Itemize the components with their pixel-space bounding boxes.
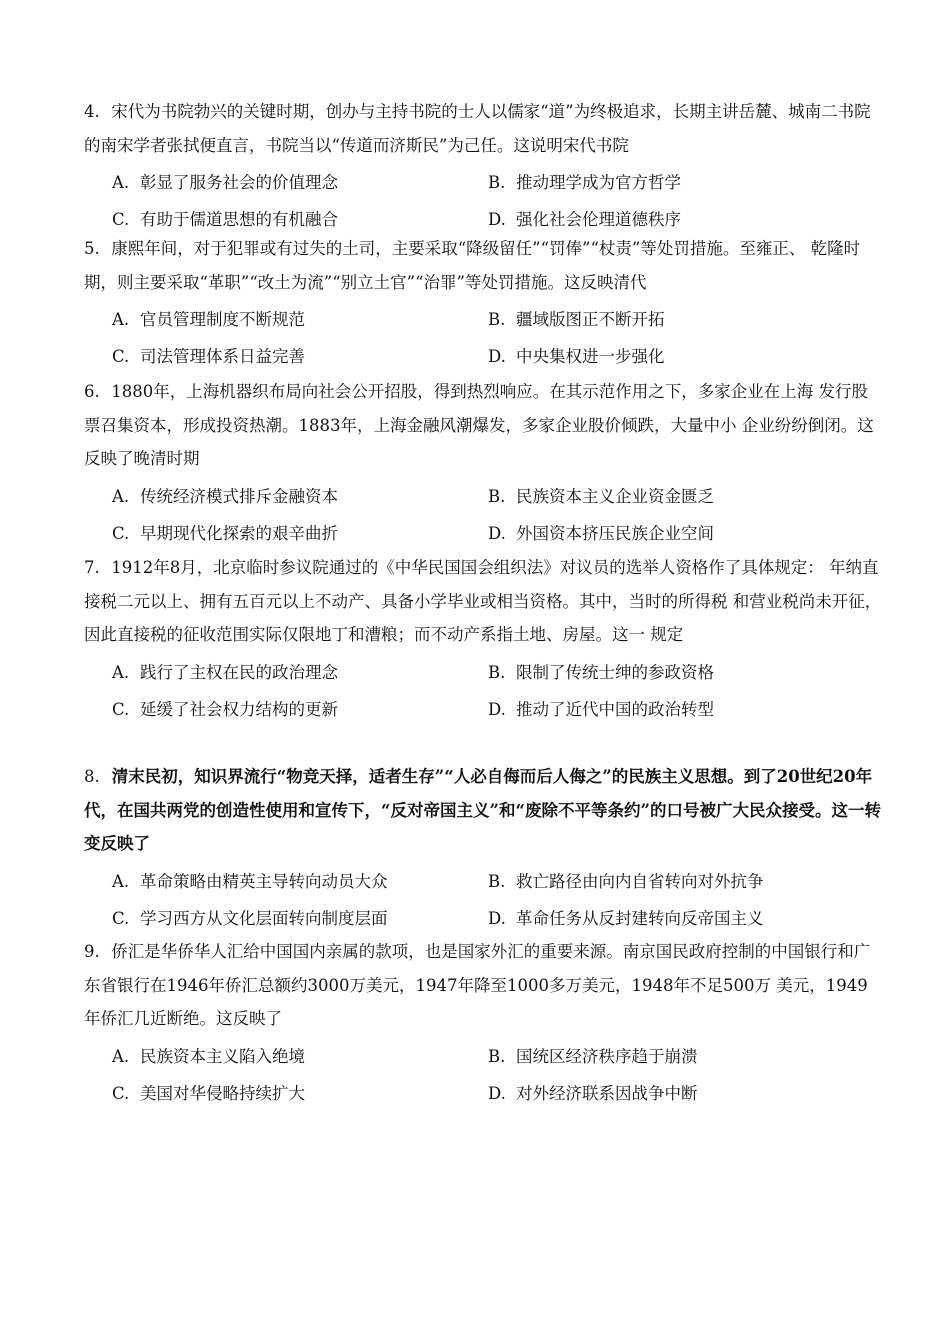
option-text: 对外经济联系因战争中断	[516, 1083, 698, 1103]
option-d	[488, 1075, 698, 1112]
option-c	[112, 338, 305, 375]
option-label: B.	[488, 486, 506, 506]
option-text: 司法管理体系日益完善	[140, 347, 305, 366]
option-b	[488, 654, 714, 691]
options	[84, 654, 884, 728]
option-b	[488, 301, 665, 338]
option-c	[112, 691, 338, 728]
options	[84, 164, 884, 238]
option-a	[112, 301, 305, 338]
question-7	[84, 551, 884, 728]
option-label: A.	[112, 310, 130, 329]
question-text: 清末民初，知识界流行“物竞天择，适者生存”“人必自侮而后人侮之”的民族主义思想。到了20世纪20年代，在国共两党的创造性使用和宣传下，“反对帝国主义”和“废除不平等条约”的口号被广大民众接受。这一转变反映了	[84, 767, 881, 853]
question-number: 6.	[84, 382, 100, 401]
option-text: 疆域版图正不断开拓	[516, 310, 665, 329]
question-4	[84, 95, 884, 238]
option-label: A.	[112, 871, 130, 891]
question-6	[84, 375, 884, 552]
option-label: B.	[488, 1046, 506, 1066]
options	[84, 863, 884, 937]
option-label: D.	[488, 908, 506, 928]
option-d	[488, 338, 665, 375]
option-b	[488, 478, 714, 515]
option-text: 中央集权进一步强化	[516, 347, 665, 366]
option-c	[112, 515, 338, 552]
option-text: 限制了传统士绅的参政资格	[516, 662, 714, 682]
option-text: 延缓了社会权力结构的更新	[140, 699, 338, 719]
option-text: 彰显了服务社会的价值理念	[140, 173, 338, 192]
question-number: 7.	[84, 558, 100, 577]
option-label: B.	[488, 662, 506, 682]
question-stem	[84, 232, 884, 299]
question-number: 4.	[84, 102, 100, 121]
option-label: B.	[488, 310, 506, 329]
question-stem	[84, 95, 884, 162]
option-text: 推动理学成为官方哲学	[516, 173, 681, 192]
option-label: B.	[488, 173, 506, 192]
question-text: 宋代为书院勃兴的关键时期，创办与主持书院的士人以儒家“道”为终极追求，长期主讲岳麓、城南二书院的南宋学者张拭便直言，书院当以“传道而济斯民”为己任。这说明宋代书院	[84, 102, 871, 155]
option-label: D.	[488, 1083, 506, 1103]
question-5	[84, 232, 884, 375]
question-stem	[84, 375, 884, 476]
question-number: 5.	[84, 239, 100, 258]
option-label: D.	[488, 210, 506, 229]
option-text: 官员管理制度不断规范	[140, 310, 305, 329]
question-text: 1880年，上海机器织布局向社会公开招股，得到热烈响应。在其示范作用之下，多家企业在上海 发行股票召集资本，形成投资热潮。1883年，上海金融风潮爆发，多家企业股价倾跌，大量中小 企业纷纷倒闭。这反映了晚清时期	[84, 382, 874, 468]
option-text: 有助于儒道思想的有机融合	[140, 210, 338, 229]
option-label: D.	[488, 523, 506, 543]
option-d	[488, 691, 714, 728]
option-c	[112, 1075, 305, 1112]
option-a	[112, 478, 338, 515]
option-text: 早期现代化探索的艰辛曲折	[140, 523, 338, 543]
question-number: 9.	[84, 942, 100, 961]
option-text: 革命任务从反封建转向反帝国主义	[516, 908, 764, 928]
option-text: 传统经济模式排斥金融资本	[140, 486, 338, 506]
option-text: 国统区经济秩序趋于崩溃	[516, 1046, 698, 1066]
question-stem	[84, 760, 884, 861]
option-label: C.	[112, 699, 130, 719]
option-a	[112, 863, 388, 900]
option-label: C.	[112, 347, 130, 366]
option-d	[488, 515, 714, 552]
question-text: 康熙年间，对于犯罪或有过失的土司，主要采取“降级留任”“罚俸”“杖责”等处罚措施。至雍正、 乾隆时期，则主要采取“革职”“改土为流”“别立土官”“治罪”等处罚措施。这反映清代	[84, 239, 861, 292]
option-label: A.	[112, 1046, 130, 1066]
question-9	[84, 935, 884, 1112]
option-d	[488, 900, 764, 937]
option-text: 民族资本主义企业资金匮乏	[516, 486, 714, 506]
option-label: C.	[112, 210, 130, 229]
question-number: 8.	[84, 767, 100, 786]
option-text: 践行了主权在民的政治理念	[140, 662, 338, 682]
question-text: 侨汇是华侨华人汇给中国国内亲属的款项，也是国家外汇的重要来源。南京国民政府控制的中国银行和广东省银行在1946年侨汇总额约3000万美元，1947年降至1000多万美元，1948年不足500万 美元，1949年侨汇几近断绝。这反映了	[84, 942, 871, 1028]
option-label: C.	[112, 908, 130, 928]
option-text: 民族资本主义陷入绝境	[140, 1046, 305, 1066]
option-text: 推动了近代中国的政治转型	[516, 699, 714, 719]
option-c	[112, 900, 388, 937]
option-b	[488, 164, 681, 201]
option-label: C.	[112, 523, 130, 543]
question-stem	[84, 935, 884, 1036]
option-b	[488, 863, 764, 900]
option-text: 救亡路径由向内自省转向对外抗争	[516, 871, 764, 891]
option-text: 外国资本挤压民族企业空间	[516, 523, 714, 543]
option-label: D.	[488, 699, 506, 719]
options	[84, 1038, 884, 1112]
option-text: 学习西方从文化层面转向制度层面	[140, 908, 388, 928]
option-a	[112, 164, 338, 201]
question-text: 1912年8月，北京临时参议院通过的《中华民国国会组织法》对议员的选举人资格作了具体规定： 年纳直接税二元以上、拥有五百元以上不动产、具备小学毕业或相当资格。其中，当时的所得税 和营业税尚未开征，因此直接税的征收范围实际仅限地丁和漕粮；而不动产系指土地、房屋。这一 规定	[84, 558, 882, 644]
option-label: A.	[112, 173, 130, 192]
option-label: C.	[112, 1083, 130, 1103]
option-a	[112, 1038, 305, 1075]
option-text: 美国对华侵略持续扩大	[140, 1083, 305, 1103]
option-b	[488, 1038, 698, 1075]
question-stem	[84, 551, 884, 652]
option-label: A.	[112, 662, 130, 682]
options	[84, 301, 884, 375]
option-label: B.	[488, 871, 506, 891]
option-label: D.	[488, 347, 506, 366]
option-text: 强化社会伦理道德秩序	[516, 210, 681, 229]
question-8	[84, 760, 884, 937]
option-a	[112, 654, 338, 691]
option-label: A.	[112, 486, 130, 506]
option-text: 革命策略由精英主导转向动员大众	[140, 871, 388, 891]
options	[84, 478, 884, 552]
